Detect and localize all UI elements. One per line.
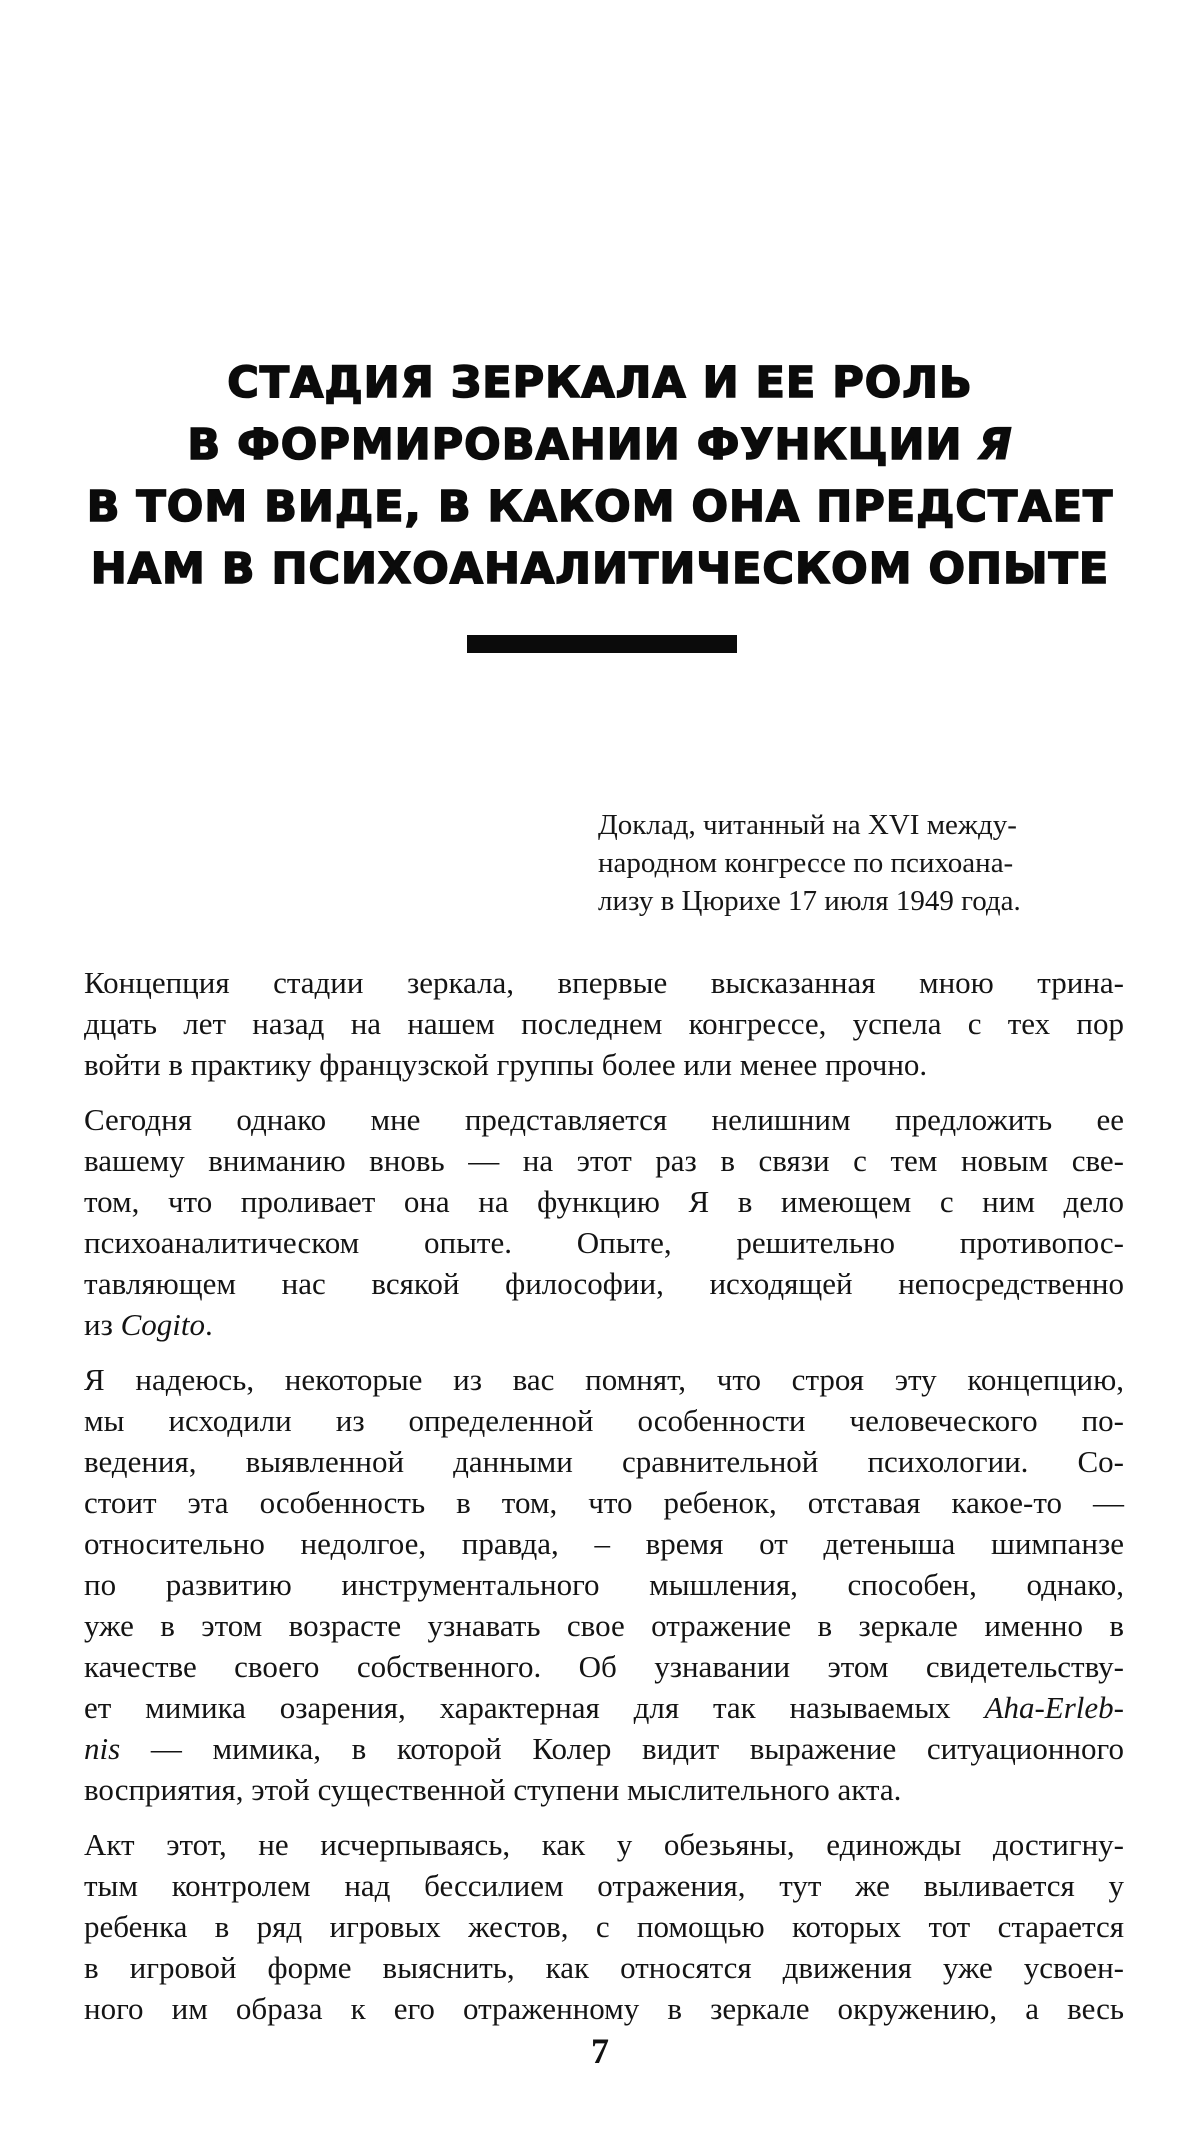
text-line: вашему вниманию вновь — на этот раз в связи с тем новым све-: [84, 1143, 1124, 1178]
text-line: дцать лет назад на нашем последнем конгрессе, успела с тех пор: [84, 1006, 1124, 1041]
italic-term: Cogito: [120, 1307, 205, 1342]
text-line: [84, 1687, 1124, 1728]
epigraph-line-3: лизу в Цюрихе 17 июля 1949 года.: [598, 885, 1021, 917]
title-line-1: СТАДИЯ ЗЕРКАЛА И ЕЕ РОЛЬ: [227, 358, 973, 408]
text-span: ет мимика озарения, характерная для так называемых: [84, 1690, 985, 1725]
text-line: ребенка в ряд игровых жестов, с помощью которых тот старается: [84, 1909, 1124, 1944]
text-line: относительно недолгое, правда, – время от детеныша шимпанзе: [84, 1526, 1124, 1561]
italic-term: Aha-Erleb-: [984, 1690, 1124, 1725]
text-line: войти в практику французской группы более или менее прочно.: [84, 1047, 928, 1082]
text-line: ведения, выявленной данными сравнительной психологии. Со-: [84, 1444, 1124, 1479]
title-line-4: НАМ В ПСИХОАНАЛИТИЧЕСКОМ ОПЫТЕ: [90, 544, 1110, 594]
body-text: [84, 962, 1124, 2043]
text-line: том, что проливает она на функцию Я в имеющем с ним дело: [84, 1184, 1124, 1219]
text-line: психоаналитическом опыте. Опыте, решительно противопос-: [84, 1225, 1124, 1260]
text-line: ного им образа к его отраженному в зеркале окружению, а весь: [84, 1991, 1124, 2026]
paragraph-1: [84, 962, 1124, 1085]
chapter-title: [80, 352, 1120, 600]
title-line-2: [80, 414, 1120, 476]
page-number: 7: [591, 2031, 609, 2071]
paragraph-3: [84, 1359, 1124, 1810]
epigraph: [598, 806, 1138, 920]
text-line: Я надеюсь, некоторые из вас помнят, что строя эту концепцию,: [84, 1362, 1124, 1397]
text-line: Акт этот, не исчерпываясь, как у обезьяны, единожды достигну-: [84, 1827, 1124, 1862]
title-line-2-text: В ФОРМИРОВАНИИ ФУНКЦИИ: [187, 420, 979, 470]
text-line: [84, 1728, 1124, 1769]
text-line: мы исходили из определенной особенности человеческого по-: [84, 1403, 1124, 1438]
title-line-2-italic: Я: [978, 420, 1013, 470]
title-line-3: В ТОМ ВИДЕ, В КАКОМ ОНА ПРЕДСТАЕТ: [86, 482, 1114, 532]
text-line: Сегодня однако мне представляется нелишним предложить ее: [84, 1102, 1124, 1137]
text-span: из: [84, 1307, 121, 1342]
epigraph-line-2: народном конгрессе по психоана-: [598, 847, 1014, 879]
text-line: Концепция стадии зеркала, впервые высказанная мною трина-: [84, 965, 1124, 1000]
text-span: .: [205, 1307, 213, 1342]
text-line: восприятия, этой существенной ступени мыслительного акта.: [84, 1772, 902, 1807]
text-line: тым контролем над бессилием отражения, тут же выливается у: [84, 1868, 1124, 1903]
text-line: тавляющем нас всякой философии, исходящей непосредственно: [84, 1266, 1124, 1301]
epigraph-line-1: Доклад, читанный на XVI между-: [598, 809, 1017, 841]
text-span: — мимика, в которой Колер видит выражение ситуационного: [120, 1731, 1124, 1766]
text-line: в игровой форме выяснить, как относятся движения уже усвоен-: [84, 1950, 1124, 1985]
text-line: качестве своего собственного. Об узнавании этом свидетельству-: [84, 1649, 1124, 1684]
title-divider: [467, 635, 737, 653]
italic-term: nis: [84, 1731, 121, 1766]
paragraph-4: [84, 1824, 1124, 2029]
text-line: [84, 1304, 1124, 1345]
text-line: по развитию инструментального мышления, способен, однако,: [84, 1567, 1124, 1602]
text-line: стоит эта особенность в том, что ребенок, отставая какое-то —: [84, 1485, 1124, 1520]
paragraph-2: [84, 1099, 1124, 1345]
text-line: уже в этом возрасте узнавать свое отражение в зеркале именно в: [84, 1608, 1124, 1643]
